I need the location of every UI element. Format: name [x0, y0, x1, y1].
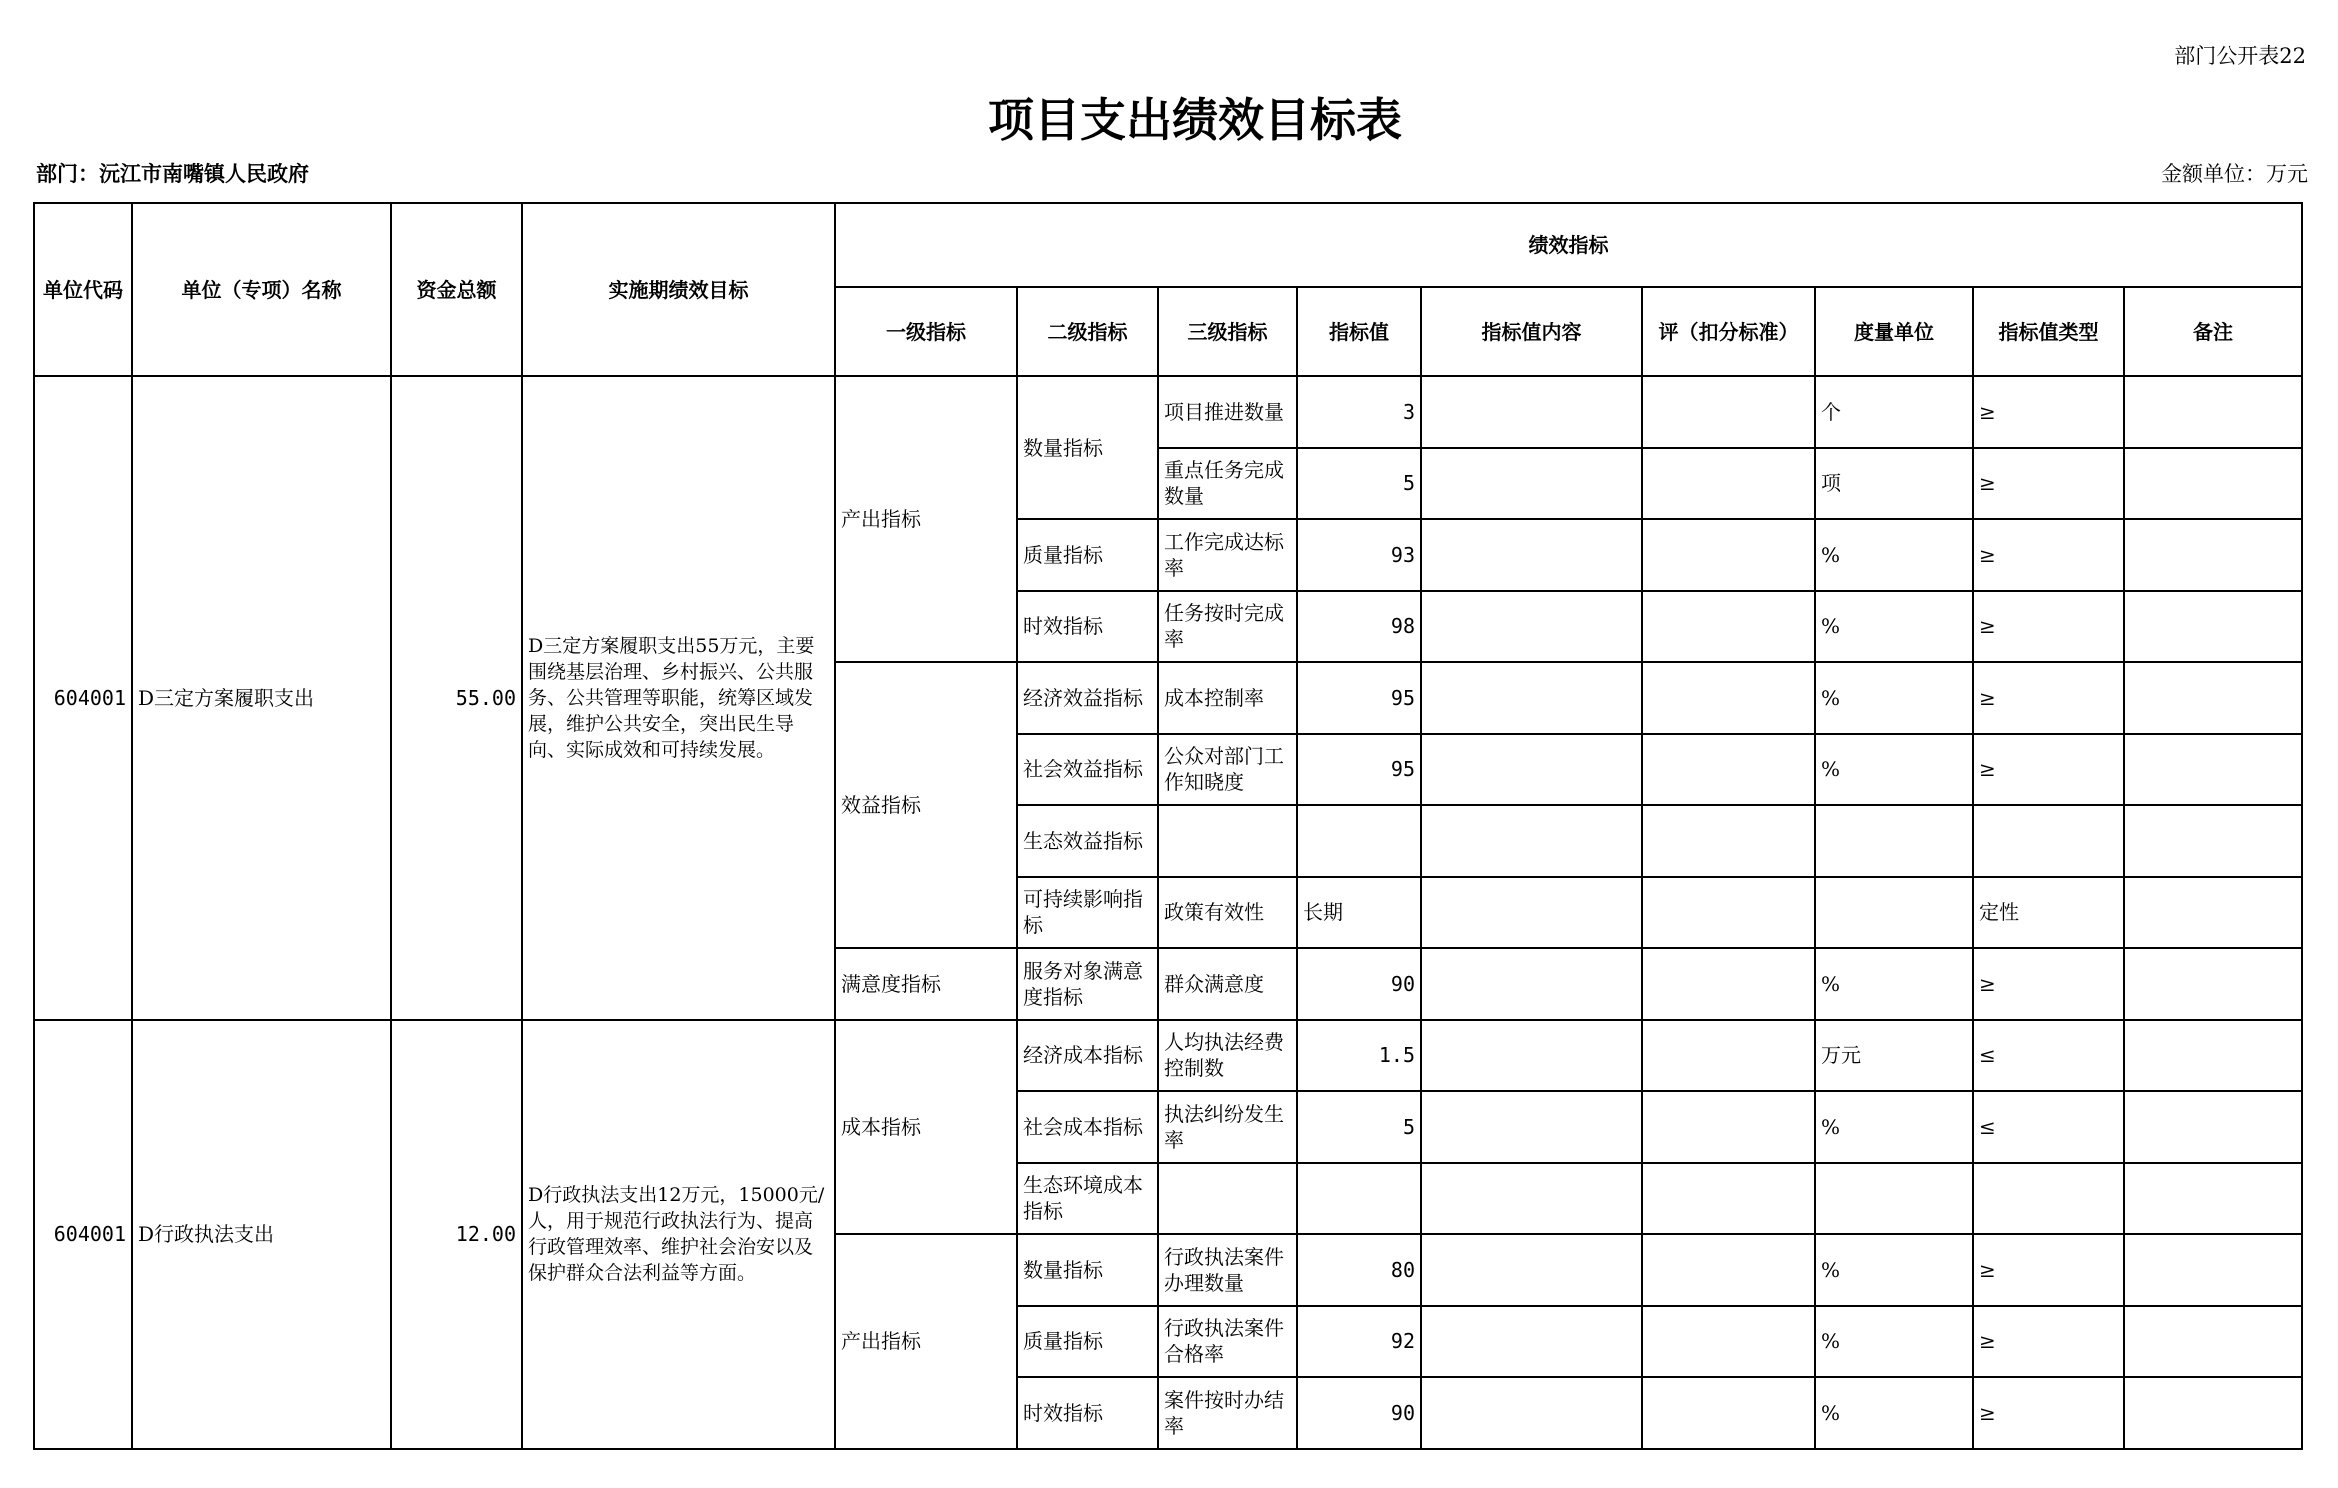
level3-indicator-cell: 行政执法案件合格率	[1158, 1306, 1297, 1378]
scoring-standard-cell	[1642, 1163, 1815, 1235]
remark-cell	[2124, 948, 2302, 1020]
indicator-content-cell	[1421, 877, 1642, 949]
level3-indicator-cell: 群众满意度	[1158, 948, 1297, 1020]
indicator-value-cell: 95	[1297, 734, 1421, 806]
level2-indicator-cell: 数量指标	[1017, 1234, 1158, 1306]
value-type-cell: ≥	[1973, 1306, 2124, 1378]
level3-indicator-cell: 公众对部门工作知晓度	[1158, 734, 1297, 806]
header-unit-code: 单位代码	[34, 203, 132, 376]
measure-unit-cell: %	[1815, 1377, 1973, 1449]
scoring-standard-cell	[1642, 448, 1815, 520]
scoring-standard-cell	[1642, 948, 1815, 1020]
value-type-cell	[1973, 1163, 2124, 1235]
indicator-value-cell: 98	[1297, 591, 1421, 663]
page-title: 项目支出绩效目标表	[988, 93, 1402, 147]
scoring-standard-cell	[1642, 1091, 1815, 1163]
indicator-content-cell	[1421, 1163, 1642, 1235]
scoring-standard-cell	[1642, 805, 1815, 877]
remark-cell	[2124, 591, 2302, 663]
indicator-value-cell: 90	[1297, 1377, 1421, 1449]
measure-unit-cell: %	[1815, 948, 1973, 1020]
indicator-content-cell	[1421, 1091, 1642, 1163]
scoring-standard-cell	[1642, 591, 1815, 663]
value-type-cell: ≥	[1973, 734, 2124, 806]
header-measure-unit: 度量单位	[1815, 287, 1973, 376]
indicator-value-cell: 1.5	[1297, 1020, 1421, 1092]
measure-unit-cell: 万元	[1815, 1020, 1973, 1092]
indicator-value-cell: 5	[1297, 448, 1421, 520]
scoring-standard-cell	[1642, 519, 1815, 591]
form-code: 部门公开表22	[2174, 44, 2306, 68]
department-label: 部门：沅江市南嘴镇人民政府	[36, 161, 309, 186]
scoring-standard-cell	[1642, 877, 1815, 949]
indicator-value-cell: 5	[1297, 1091, 1421, 1163]
level2-indicator-cell: 可持续影响指标	[1017, 877, 1158, 949]
level3-indicator-cell: 案件按时办结率	[1158, 1377, 1297, 1449]
remark-cell	[2124, 1377, 2302, 1449]
value-type-cell: ≥	[1973, 519, 2124, 591]
indicator-value-cell: 90	[1297, 948, 1421, 1020]
measure-unit-cell: %	[1815, 1306, 1973, 1378]
remark-cell	[2124, 877, 2302, 949]
level2-indicator-cell: 质量指标	[1017, 1306, 1158, 1378]
measure-unit-cell: 项	[1815, 448, 1973, 520]
value-type-cell: ≤	[1973, 1091, 2124, 1163]
value-type-cell: 定性	[1973, 877, 2124, 949]
level3-indicator-cell: 重点任务完成数量	[1158, 448, 1297, 520]
header-level1: 一级指标	[835, 287, 1017, 376]
unit-code-cell: 604001	[34, 376, 132, 1020]
level2-indicator-cell: 社会成本指标	[1017, 1091, 1158, 1163]
table-row	[34, 376, 2302, 448]
scoring-standard-cell	[1642, 662, 1815, 734]
level3-indicator-cell: 任务按时完成率	[1158, 591, 1297, 663]
value-type-cell: ≥	[1973, 662, 2124, 734]
indicator-content-cell	[1421, 591, 1642, 663]
scoring-standard-cell	[1642, 1377, 1815, 1449]
header-level3: 三级指标	[1158, 287, 1297, 376]
level2-indicator-cell: 生态效益指标	[1017, 805, 1158, 877]
value-type-cell: ≥	[1973, 1234, 2124, 1306]
level1-indicator-cell: 产出指标	[835, 1234, 1017, 1449]
measure-unit-cell: %	[1815, 1091, 1973, 1163]
indicator-value-cell: 92	[1297, 1306, 1421, 1378]
level3-indicator-cell: 成本控制率	[1158, 662, 1297, 734]
header-unit-name: 单位（专项）名称	[132, 203, 391, 376]
measure-unit-cell: 个	[1815, 376, 1973, 448]
measure-unit-cell	[1815, 877, 1973, 949]
header-remark: 备注	[2124, 287, 2302, 376]
level2-indicator-cell: 社会效益指标	[1017, 734, 1158, 806]
level3-indicator-cell: 工作完成达标率	[1158, 519, 1297, 591]
level3-indicator-cell: 人均执法经费控制数	[1158, 1020, 1297, 1092]
level2-indicator-cell: 时效指标	[1017, 591, 1158, 663]
value-type-cell: ≥	[1973, 376, 2124, 448]
remark-cell	[2124, 1091, 2302, 1163]
level1-indicator-cell: 成本指标	[835, 1020, 1017, 1235]
indicator-value-cell	[1297, 1163, 1421, 1235]
indicator-value-cell	[1297, 805, 1421, 877]
header-performance-indicators: 绩效指标	[835, 203, 2302, 287]
header-value-type: 指标值类型	[1973, 287, 2124, 376]
scoring-standard-cell	[1642, 1020, 1815, 1092]
scoring-standard-cell	[1642, 1234, 1815, 1306]
indicator-content-cell	[1421, 662, 1642, 734]
measure-unit-cell: %	[1815, 519, 1973, 591]
level2-indicator-cell: 经济效益指标	[1017, 662, 1158, 734]
measure-unit-cell: %	[1815, 591, 1973, 663]
level2-indicator-cell: 时效指标	[1017, 1377, 1158, 1449]
header-scoring: 评（扣分标准）	[1642, 287, 1815, 376]
header-level2: 二级指标	[1017, 287, 1158, 376]
header-goal: 实施期绩效目标	[522, 203, 835, 376]
measure-unit-cell: %	[1815, 1234, 1973, 1306]
remark-cell	[2124, 1163, 2302, 1235]
indicator-value-cell: 95	[1297, 662, 1421, 734]
level2-indicator-cell: 质量指标	[1017, 519, 1158, 591]
measure-unit-cell	[1815, 1163, 1973, 1235]
level3-indicator-cell: 项目推进数量	[1158, 376, 1297, 448]
remark-cell	[2124, 662, 2302, 734]
header-value-content: 指标值内容	[1421, 287, 1642, 376]
measure-unit-cell: %	[1815, 734, 1973, 806]
level1-indicator-cell: 效益指标	[835, 662, 1017, 948]
unit-name-cell: D行政执法支出	[132, 1020, 391, 1449]
remark-cell	[2124, 805, 2302, 877]
indicator-value-cell: 93	[1297, 519, 1421, 591]
goal-cell: D行政执法支出12万元，15000元/人，用于规范行政执法行为、提高行政管理效率、维护社会治安以及保护群众合法利益等方面。	[522, 1020, 835, 1449]
level2-indicator-cell: 服务对象满意度指标	[1017, 948, 1158, 1020]
amount-unit-label: 金额单位：万元	[2161, 162, 2308, 186]
value-type-cell: ≥	[1973, 948, 2124, 1020]
total-funds-cell: 55.00	[391, 376, 522, 1020]
header-value: 指标值	[1297, 287, 1421, 376]
value-type-cell: ≤	[1973, 1020, 2124, 1092]
level3-indicator-cell: 政策有效性	[1158, 877, 1297, 949]
level2-indicator-cell: 数量指标	[1017, 376, 1158, 519]
level3-indicator-cell	[1158, 1163, 1297, 1235]
remark-cell	[2124, 519, 2302, 591]
unit-name-cell: D三定方案履职支出	[132, 376, 391, 1020]
measure-unit-cell	[1815, 805, 1973, 877]
indicator-content-cell	[1421, 448, 1642, 520]
scoring-standard-cell	[1642, 734, 1815, 806]
indicator-content-cell	[1421, 519, 1642, 591]
indicator-content-cell	[1421, 376, 1642, 448]
indicator-content-cell	[1421, 1020, 1642, 1092]
level3-indicator-cell	[1158, 805, 1297, 877]
level3-indicator-cell: 行政执法案件办理数量	[1158, 1234, 1297, 1306]
remark-cell	[2124, 1020, 2302, 1092]
level1-indicator-cell: 产出指标	[835, 376, 1017, 662]
remark-cell	[2124, 1234, 2302, 1306]
indicator-value-cell: 80	[1297, 1234, 1421, 1306]
level1-indicator-cell: 满意度指标	[835, 948, 1017, 1020]
header-total-funds: 资金总额	[391, 203, 522, 376]
scoring-standard-cell	[1642, 376, 1815, 448]
scoring-standard-cell	[1642, 1306, 1815, 1378]
goal-cell: D三定方案履职支出55万元，主要围绕基层治理、乡村振兴、公共服务、公共管理等职能，统筹区域发展，维护公共安全，突出民生导向、实际成效和可持续发展。	[522, 376, 835, 1020]
remark-cell	[2124, 376, 2302, 448]
indicator-content-cell	[1421, 1377, 1642, 1449]
indicator-content-cell	[1421, 1306, 1642, 1378]
value-type-cell: ≥	[1973, 591, 2124, 663]
measure-unit-cell: %	[1815, 662, 1973, 734]
level2-indicator-cell: 经济成本指标	[1017, 1020, 1158, 1092]
level3-indicator-cell: 执法纠纷发生率	[1158, 1091, 1297, 1163]
value-type-cell	[1973, 805, 2124, 877]
indicator-content-cell	[1421, 948, 1642, 1020]
value-type-cell: ≥	[1973, 1377, 2124, 1449]
remark-cell	[2124, 1306, 2302, 1378]
indicator-content-cell	[1421, 1234, 1642, 1306]
table-row	[34, 1020, 2302, 1092]
indicator-value-cell: 3	[1297, 376, 1421, 448]
remark-cell	[2124, 448, 2302, 520]
unit-code-cell: 604001	[34, 1020, 132, 1449]
remark-cell	[2124, 734, 2302, 806]
performance-target-table	[33, 202, 2303, 1450]
level2-indicator-cell: 生态环境成本指标	[1017, 1163, 1158, 1235]
indicator-value-cell: 长期	[1297, 877, 1421, 949]
total-funds-cell: 12.00	[391, 1020, 522, 1449]
value-type-cell: ≥	[1973, 448, 2124, 520]
indicator-content-cell	[1421, 805, 1642, 877]
indicator-content-cell	[1421, 734, 1642, 806]
